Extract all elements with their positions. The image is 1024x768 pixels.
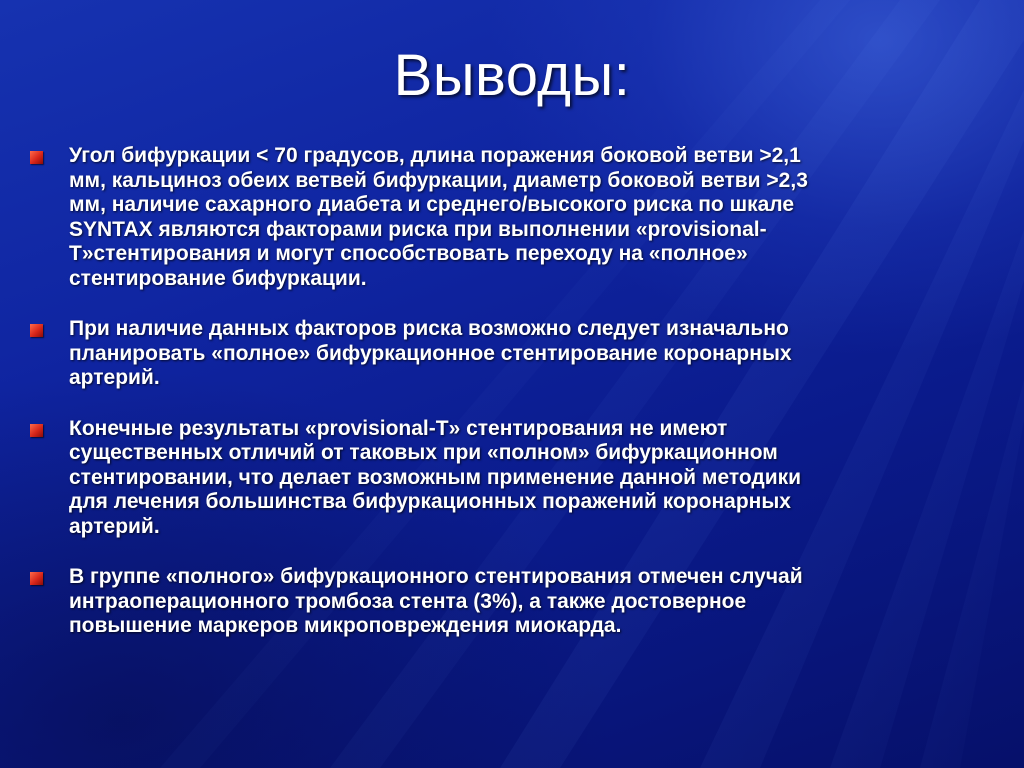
bullet-item bbox=[28, 144, 978, 291]
square-bullet-icon bbox=[30, 424, 43, 437]
square-bullet-icon bbox=[30, 151, 43, 164]
square-bullet-icon bbox=[30, 324, 43, 337]
bullet-text: Угол бифуркации < 70 градусов, длина поражения боковой ветви >2,1 мм, кальциноз обеих ветвей бифуркации, диаметр боковой ветви >2,3 мм, наличие сахарного диабета и среднего/высокого риска по шкале SYNTAX являются факторами риска при выполнении «provisional- T»стентирования и могут способствовать переходу на «полное» стентирование бифуркации. bbox=[69, 144, 808, 290]
slide-title: Выводы: bbox=[393, 43, 631, 108]
bullet-text: В группе «полного» бифуркационного стентирования отмечен случай интраоперационного тромбоза стента (3%), а также достоверное повышение маркеров микроповреждения миокарда. bbox=[69, 565, 803, 637]
square-bullet-icon bbox=[30, 572, 43, 585]
bullet-item bbox=[28, 317, 978, 391]
bullet-text: При наличие данных факторов риска возможно следует изначально планировать «полное» бифуркационное стентирование коронарных артерий. bbox=[69, 317, 792, 389]
bullet-item bbox=[28, 565, 978, 639]
bullet-text: Конечные результаты «provisional-T» стентирования не имеют существенных отличий от таковых при «полном» бифуркационном стентировании, что делает возможным применение данной методики для лечения большинства бифуркационных поражений коронарных артерий. bbox=[69, 416, 802, 538]
bullet-list bbox=[28, 144, 978, 665]
bullet-item bbox=[28, 417, 978, 540]
